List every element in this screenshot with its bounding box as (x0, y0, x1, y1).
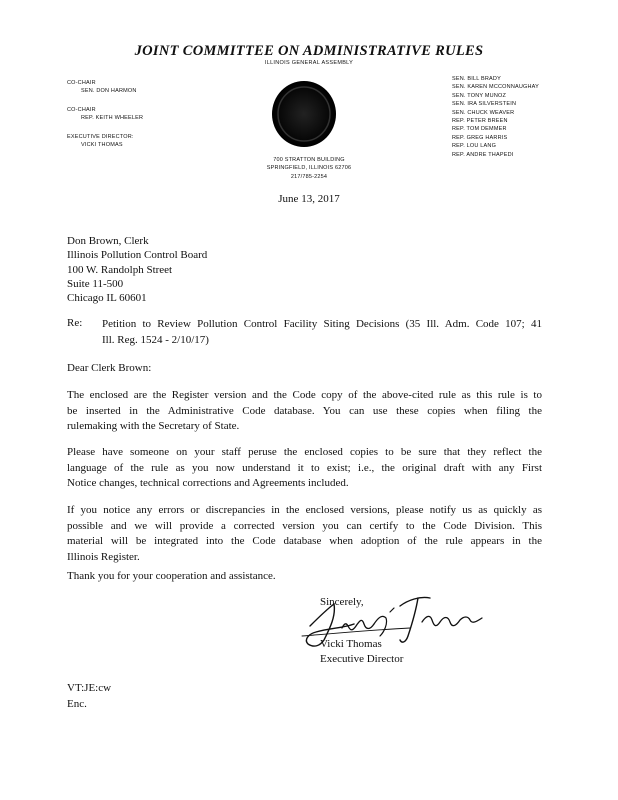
recipient-line: Chicago IL 60601 (67, 292, 147, 305)
body-paragraph-2 (67, 445, 542, 492)
letterhead-subtitle: ILLINOIS GENERAL ASSEMBLY (264, 60, 354, 66)
recipient-line: Illinois Pollution Control Board (67, 249, 208, 262)
reference-initials: VT:JE:cw (67, 682, 112, 694)
closing-sincerely: Sincerely, (320, 596, 364, 608)
paragraph-line: possible and we will provide a corrected version you can certify to the Code Division. This (67, 519, 542, 532)
body-paragraph-1 (67, 388, 542, 435)
member-line: SEN. CHUCK WEAVER (452, 109, 515, 116)
recipient-line: 100 W. Randolph Street (67, 263, 173, 276)
signature-name: Vicki Thomas (320, 638, 382, 650)
address-line: 700 STRATTON BUILDING (273, 157, 345, 163)
salutation: Dear Clerk Brown: (67, 362, 152, 374)
paragraph-line: be inserted in the Administrative Code database. You can use these copies when filing the (67, 404, 542, 417)
re-line: Petition to Review Pollution Control Facility Siting Decisions (35 Ill. Adm. Code 107; 41 (102, 318, 542, 330)
officer-line: REP. KEITH WHEELER (81, 115, 144, 122)
paragraph-line: Please have someone on your staff peruse the enclosed copies to be sure that they reflect the (67, 446, 542, 458)
member-line: REP. GREG HARRIS (452, 134, 508, 141)
re-line: Ill. Reg. 1524 - 2/10/17) (102, 333, 209, 346)
enclosure-note: Enc. (67, 698, 87, 710)
body-paragraph-3 (67, 503, 542, 565)
re-subject (102, 317, 542, 348)
paragraph-line: The enclosed are the Register version and the Code copy of the above-cited rule as this rule is to (67, 389, 542, 401)
address-line: SPRINGFIELD, ILLINOIS 62706 (266, 165, 352, 172)
member-line: REP. TOM DEMMER (452, 126, 507, 133)
officer-line: SEN. DON HARMON (81, 88, 137, 95)
member-line: REP. PETER BREEN (452, 118, 508, 125)
paragraph-line: material will be integrated into the Code database when adoption of the rule appears in the (67, 535, 542, 548)
left-officers (67, 79, 143, 149)
member-line: SEN. IRA SILVERSTEIN (452, 101, 517, 108)
paragraph-line: rulemaking with the Secretary of State. (67, 420, 240, 433)
closing-thanks: Thank you for your cooperation and assistance. (67, 570, 276, 582)
member-line: SEN. BILL BRADY (452, 76, 501, 82)
address-line: 217/785-2254 (290, 173, 328, 180)
paragraph-line: Illinois Register. (67, 550, 140, 563)
signature-title: Executive Director (320, 653, 404, 665)
paragraph-line: language of the rule as you now understand it to exist; i.e., the original draft with any First (67, 461, 542, 474)
letterhead-address (0, 156, 618, 181)
recipient-address (67, 234, 207, 305)
paragraph-line: Notice changes, technical corrections and Agreements included. (67, 477, 349, 490)
re-label: Re: (67, 317, 83, 329)
letter-date: June 13, 2017 (278, 193, 340, 205)
officer-line: VICKI THOMAS (81, 142, 123, 149)
recipient-line: Suite 11-500 (67, 277, 124, 290)
state-seal-graphic (270, 80, 338, 148)
recipient-line: Don Brown, Clerk (67, 235, 149, 247)
member-line: REP. LOU LANG (452, 143, 497, 150)
paragraph-line: If you notice any errors or discrepancies in the enclosed versions, please notify us as quickly as (67, 504, 542, 516)
letterhead-title: JOINT COMMITTEE ON ADMINISTRATIVE RULES (134, 43, 484, 59)
members-list (452, 75, 539, 159)
member-line: SEN. TONY MUNOZ (452, 92, 507, 99)
officer-line: CO-CHAIR (67, 80, 96, 86)
member-line: SEN. KAREN MCCONNAUGHAY (452, 84, 540, 91)
officer-line: EXECUTIVE DIRECTOR: (67, 133, 134, 140)
officer-line: CO-CHAIR (67, 106, 96, 113)
member-line: REP. ANDRE THAPEDI (452, 151, 514, 158)
